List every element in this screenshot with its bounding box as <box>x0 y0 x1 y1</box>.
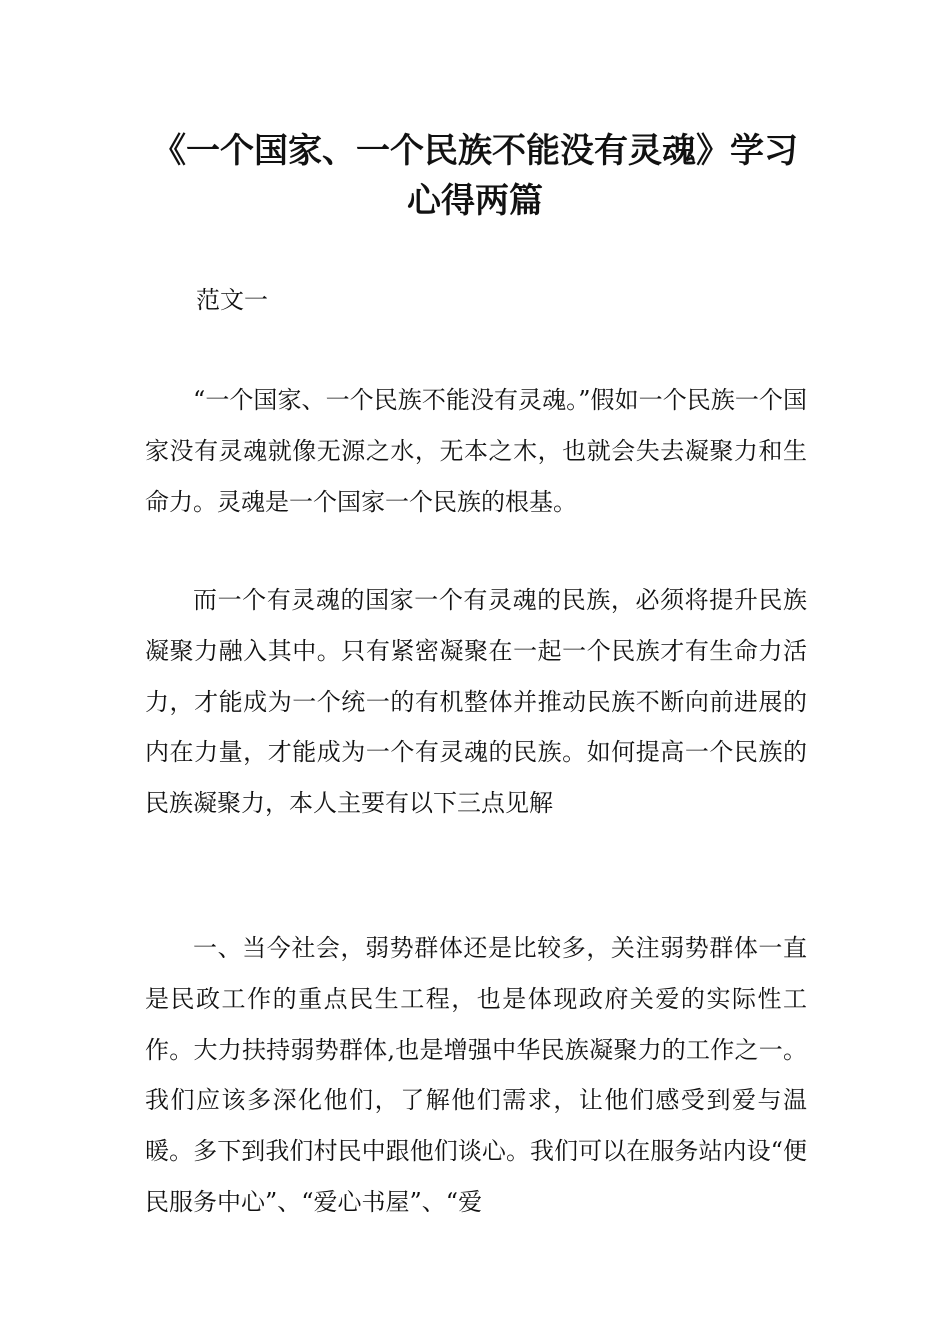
paragraph-2: 而一个有灵魂的国家一个有灵魂的民族，必须将提升民族凝聚力融入其中。只有紧密凝聚在一起一个民族才有生命力活力，才能成为一个统一的有机整体并推动民族不断向前进展的内在力量，才能成为一个有灵魂的民族。如何提高一个民族的民族凝聚力，本人主要有以下三点见解 <box>145 586 807 818</box>
document-title: 《一个国家、一个民族不能没有灵魂》学习心得两篇 <box>152 131 798 221</box>
paragraph-1: “一个国家、一个民族不能没有灵魂。”假如一个民族一个国家没有灵魂就像无源之水，无本之木，也就会失去凝聚力和生命力。灵魂是一个国家一个民族的根基。 <box>145 386 807 516</box>
section-label: 范文一 <box>196 286 268 314</box>
paragraph-3: 一、当今社会，弱势群体还是比较多，关注弱势群体一直是民政工作的重点民生工程，也是体现政府关爱的实际性工作。大力扶持弱势群体,也是增强中华民族凝聚力的工作之一。我们应该多深化他们，了解他们需求，让他们感受到爱与温暖。多下到我们村民中跟他们谈心。我们可以在服务站内设“便民服务中心”、“爱心书屋”、“爱 <box>145 934 807 1216</box>
